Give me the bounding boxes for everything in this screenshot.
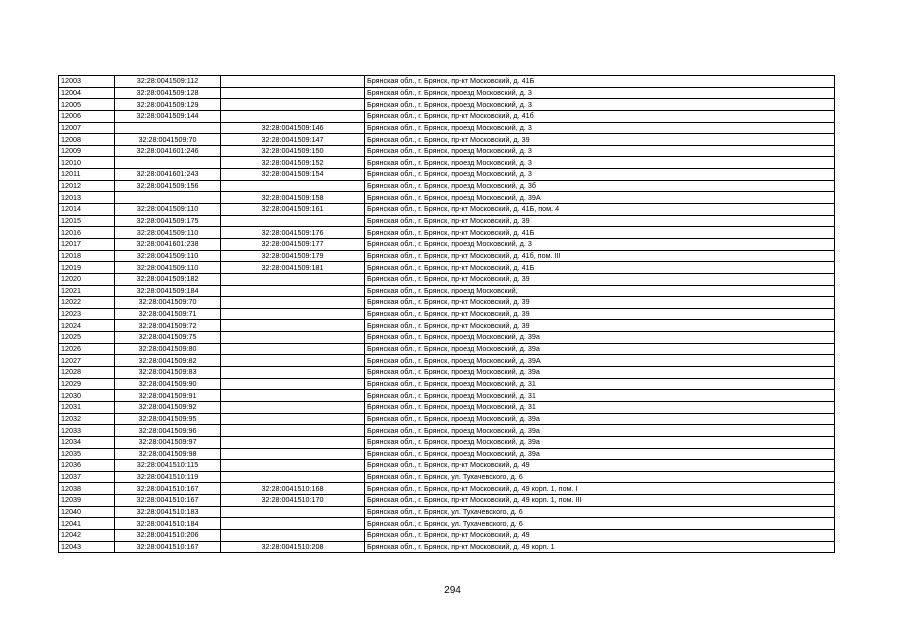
address-cell: Брянская обл., г. Брянск, проезд Московский, д. 39а — [365, 425, 835, 437]
table-row — [59, 495, 835, 507]
cadastral-number-cell: 32:28:0041601:246 — [115, 145, 221, 157]
cadastral-number-cell: 32:28:0041509:110 — [115, 250, 221, 262]
related-cadastral-number-cell: 32:28:0041510:208 — [221, 541, 365, 553]
record-number-cell: 12018 — [59, 250, 115, 262]
address-cell: Брянская обл., г. Брянск, проезд Московский, д. 39А — [365, 192, 835, 204]
address-cell: Брянская обл., г. Брянск, ул. Тухачевского, д. 6 — [365, 518, 835, 530]
address-cell: Брянская обл., г. Брянск, проезд Московский, д. 39а — [365, 436, 835, 448]
record-number-cell: 12019 — [59, 262, 115, 274]
related-cadastral-number-cell — [221, 320, 365, 332]
record-number-cell: 12012 — [59, 180, 115, 192]
cadastral-number-cell: 32:28:0041509:82 — [115, 355, 221, 367]
address-cell: Брянская обл., г. Брянск, проезд Московский, д. 3 — [365, 99, 835, 111]
record-number-cell: 12040 — [59, 506, 115, 518]
record-number-cell: 12017 — [59, 238, 115, 250]
related-cadastral-number-cell: 32:28:0041509:147 — [221, 134, 365, 146]
related-cadastral-number-cell — [221, 378, 365, 390]
related-cadastral-number-cell — [221, 215, 365, 227]
table-row — [59, 413, 835, 425]
related-cadastral-number-cell — [221, 413, 365, 425]
address-cell: Брянская обл., г. Брянск, проезд Московский, д. 31 — [365, 390, 835, 402]
cadastral-number-cell: 32:28:0041510:115 — [115, 460, 221, 472]
record-number-cell: 12035 — [59, 448, 115, 460]
table-row — [59, 110, 835, 122]
table-row — [59, 227, 835, 239]
related-cadastral-number-cell: 32:28:0041509:161 — [221, 204, 365, 216]
cadastral-number-cell: 32:28:0041509:98 — [115, 448, 221, 460]
record-number-cell: 12005 — [59, 99, 115, 111]
cadastral-number-cell: 32:28:0041509:96 — [115, 425, 221, 437]
address-cell: Брянская обл., г. Брянск, пр-кт Московский, д. 49 корп. 1 — [365, 541, 835, 553]
cadastral-number-cell: 32:28:0041509:90 — [115, 378, 221, 390]
related-cadastral-number-cell: 32:28:0041509:176 — [221, 227, 365, 239]
address-cell: Брянская обл., г. Брянск, пр-кт Московский, д. 41Б — [365, 76, 835, 88]
address-cell: Брянская обл., г. Брянск, проезд Московский, д. 3 — [365, 145, 835, 157]
address-cell: Брянская обл., г. Брянск, пр-кт Московский, д. 49 — [365, 460, 835, 472]
record-number-cell: 12013 — [59, 192, 115, 204]
record-number-cell: 12023 — [59, 308, 115, 320]
address-cell: Брянская обл., г. Брянск, проезд Московский, д. 3 — [365, 157, 835, 169]
cadastral-number-cell: 32:28:0041509:72 — [115, 320, 221, 332]
cadastral-number-cell: 32:28:0041509:144 — [115, 110, 221, 122]
cadastral-number-cell: 32:28:0041509:110 — [115, 227, 221, 239]
address-cell: Брянская обл., г. Брянск, пр-кт Московский, д. 39 — [365, 320, 835, 332]
address-cell: Брянская обл., г. Брянск, пр-кт Московский, д. 41б — [365, 110, 835, 122]
address-cell: Брянская обл., г. Брянск, проезд Московский, д. 3б — [365, 180, 835, 192]
table-row — [59, 145, 835, 157]
record-number-cell: 12024 — [59, 320, 115, 332]
cadastral-number-cell: 32:28:0041510:206 — [115, 529, 221, 541]
address-cell: Брянская обл., г. Брянск, пр-кт Московский, д. 49 корп. 1, пом. I — [365, 483, 835, 495]
record-number-cell: 12033 — [59, 425, 115, 437]
cadastral-number-cell: 32:28:0041510:167 — [115, 483, 221, 495]
address-cell: Брянская обл., г. Брянск, пр-кт Московский, д. 41Б — [365, 227, 835, 239]
related-cadastral-number-cell — [221, 355, 365, 367]
table-row — [59, 297, 835, 309]
related-cadastral-number-cell — [221, 425, 365, 437]
related-cadastral-number-cell — [221, 297, 365, 309]
table-row — [59, 483, 835, 495]
related-cadastral-number-cell — [221, 367, 365, 379]
address-cell: Брянская обл., г. Брянск, проезд Московский, д. 39а — [365, 343, 835, 355]
related-cadastral-number-cell — [221, 343, 365, 355]
address-cell: Брянская обл., г. Брянск, проезд Московский, д. 39а — [365, 448, 835, 460]
record-number-cell: 12021 — [59, 285, 115, 297]
table-row — [59, 367, 835, 379]
table-row — [59, 238, 835, 250]
record-number-cell: 12038 — [59, 483, 115, 495]
cadastral-number-cell: 32:28:0041509:110 — [115, 204, 221, 216]
related-cadastral-number-cell — [221, 390, 365, 402]
cadastral-number-cell: 32:28:0041510:119 — [115, 471, 221, 483]
related-cadastral-number-cell: 32:28:0041509:150 — [221, 145, 365, 157]
table-row — [59, 390, 835, 402]
address-cell: Брянская обл., г. Брянск, проезд Московский, д. 39а — [365, 367, 835, 379]
cadastral-number-cell: 32:28:0041509:128 — [115, 87, 221, 99]
table-row — [59, 122, 835, 134]
address-cell: Брянская обл., г. Брянск, проезд Московский, д. 3 — [365, 87, 835, 99]
cadastral-number-cell: 32:28:0041510:167 — [115, 495, 221, 507]
address-cell: Брянская обл., г. Брянск, пр-кт Московский, д. 41б, пом. III — [365, 250, 835, 262]
table-row — [59, 506, 835, 518]
registry-table — [58, 75, 835, 553]
table-row — [59, 529, 835, 541]
record-number-cell: 12039 — [59, 495, 115, 507]
table-row — [59, 332, 835, 344]
related-cadastral-number-cell: 32:28:0041509:158 — [221, 192, 365, 204]
cadastral-number-cell: 32:28:0041509:71 — [115, 308, 221, 320]
table-row — [59, 425, 835, 437]
address-cell: Брянская обл., г. Брянск, пр-кт Московский, д. 39 — [365, 273, 835, 285]
table-row — [59, 460, 835, 472]
address-cell: Брянская обл., г. Брянск, ул. Тухачевского, д. 6 — [365, 471, 835, 483]
related-cadastral-number-cell: 32:28:0041509:152 — [221, 157, 365, 169]
related-cadastral-number-cell — [221, 110, 365, 122]
related-cadastral-number-cell — [221, 99, 365, 111]
related-cadastral-number-cell: 32:28:0041509:146 — [221, 122, 365, 134]
cadastral-number-cell: 32:28:0041509:182 — [115, 273, 221, 285]
table-row — [59, 448, 835, 460]
table-row — [59, 436, 835, 448]
related-cadastral-number-cell: 32:28:0041510:168 — [221, 483, 365, 495]
related-cadastral-number-cell — [221, 180, 365, 192]
related-cadastral-number-cell — [221, 87, 365, 99]
cadastral-number-cell: 32:28:0041509:70 — [115, 134, 221, 146]
table-row — [59, 541, 835, 553]
record-number-cell: 12006 — [59, 110, 115, 122]
table-row — [59, 401, 835, 413]
address-cell: Брянская обл., г. Брянск, пр-кт Московский, д. 41Б, пом. 4 — [365, 204, 835, 216]
related-cadastral-number-cell: 32:28:0041509:179 — [221, 250, 365, 262]
record-number-cell: 12007 — [59, 122, 115, 134]
cadastral-number-cell — [115, 192, 221, 204]
cadastral-number-cell: 32:28:0041509:92 — [115, 401, 221, 413]
record-number-cell: 12036 — [59, 460, 115, 472]
table-row — [59, 87, 835, 99]
table-row — [59, 99, 835, 111]
cadastral-number-cell: 32:28:0041509:80 — [115, 343, 221, 355]
related-cadastral-number-cell — [221, 401, 365, 413]
related-cadastral-number-cell — [221, 308, 365, 320]
record-number-cell: 12009 — [59, 145, 115, 157]
related-cadastral-number-cell: 32:28:0041509:154 — [221, 169, 365, 181]
table-row — [59, 343, 835, 355]
related-cadastral-number-cell — [221, 436, 365, 448]
record-number-cell: 12003 — [59, 76, 115, 88]
related-cadastral-number-cell — [221, 506, 365, 518]
address-cell: Брянская обл., г. Брянск, проезд Московский, д. 31 — [365, 401, 835, 413]
record-number-cell: 12043 — [59, 541, 115, 553]
record-number-cell: 12010 — [59, 157, 115, 169]
address-cell: Брянская обл., г. Брянск, проезд Московский, д. 31 — [365, 378, 835, 390]
address-cell: Брянская обл., г. Брянск, проезд Московский, д. 3 — [365, 238, 835, 250]
record-number-cell: 12034 — [59, 436, 115, 448]
related-cadastral-number-cell: 32:28:0041509:181 — [221, 262, 365, 274]
record-number-cell: 12042 — [59, 529, 115, 541]
table-row — [59, 169, 835, 181]
address-cell: Брянская обл., г. Брянск, пр-кт Московский, д. 39 — [365, 215, 835, 227]
address-cell: Брянская обл., г. Брянск, проезд Московский, д. 3 — [365, 169, 835, 181]
cadastral-number-cell: 32:28:0041509:129 — [115, 99, 221, 111]
cadastral-number-cell — [115, 122, 221, 134]
record-number-cell: 12014 — [59, 204, 115, 216]
address-cell: Брянская обл., г. Брянск, проезд Московский, — [365, 285, 835, 297]
address-cell: Брянская обл., г. Брянск, проезд Московский, д. 39а — [365, 332, 835, 344]
record-number-cell: 12041 — [59, 518, 115, 530]
related-cadastral-number-cell — [221, 448, 365, 460]
cadastral-number-cell: 32:28:0041601:238 — [115, 238, 221, 250]
page-number: 294 — [444, 585, 461, 596]
cadastral-number-cell: 32:28:0041509:156 — [115, 180, 221, 192]
table-row — [59, 192, 835, 204]
table-row — [59, 518, 835, 530]
related-cadastral-number-cell — [221, 518, 365, 530]
related-cadastral-number-cell — [221, 273, 365, 285]
cadastral-number-cell — [115, 157, 221, 169]
cadastral-number-cell: 32:28:0041510:183 — [115, 506, 221, 518]
cadastral-number-cell: 32:28:0041601:243 — [115, 169, 221, 181]
related-cadastral-number-cell — [221, 529, 365, 541]
cadastral-number-cell: 32:28:0041509:83 — [115, 367, 221, 379]
related-cadastral-number-cell — [221, 332, 365, 344]
record-number-cell: 12026 — [59, 343, 115, 355]
cadastral-number-cell: 32:28:0041509:91 — [115, 390, 221, 402]
table-row — [59, 134, 835, 146]
cadastral-number-cell: 32:28:0041510:184 — [115, 518, 221, 530]
address-cell: Брянская обл., г. Брянск, проезд Московский, д. 39а — [365, 413, 835, 425]
table-row — [59, 76, 835, 88]
cadastral-number-cell: 32:28:0041509:97 — [115, 436, 221, 448]
table-row — [59, 320, 835, 332]
cadastral-number-cell: 32:28:0041509:175 — [115, 215, 221, 227]
address-cell: Брянская обл., г. Брянск, пр-кт Московский, д. 39 — [365, 308, 835, 320]
address-cell: Брянская обл., г. Брянск, проезд Московский, д. 39А — [365, 355, 835, 367]
record-number-cell: 12011 — [59, 169, 115, 181]
record-number-cell: 12031 — [59, 401, 115, 413]
related-cadastral-number-cell: 32:28:0041509:177 — [221, 238, 365, 250]
table-row — [59, 204, 835, 216]
record-number-cell: 12030 — [59, 390, 115, 402]
table-row — [59, 308, 835, 320]
record-number-cell: 12020 — [59, 273, 115, 285]
cadastral-number-cell: 32:28:0041509:75 — [115, 332, 221, 344]
table-row — [59, 273, 835, 285]
related-cadastral-number-cell — [221, 471, 365, 483]
table-row — [59, 355, 835, 367]
record-number-cell: 12032 — [59, 413, 115, 425]
related-cadastral-number-cell: 32:28:0041510:170 — [221, 495, 365, 507]
record-number-cell: 12016 — [59, 227, 115, 239]
address-cell: Брянская обл., г. Брянск, пр-кт Московский, д. 39 — [365, 134, 835, 146]
table-row — [59, 157, 835, 169]
table-row — [59, 471, 835, 483]
record-number-cell: 12037 — [59, 471, 115, 483]
record-number-cell: 12004 — [59, 87, 115, 99]
cadastral-number-cell: 32:28:0041510:167 — [115, 541, 221, 553]
cadastral-number-cell: 32:28:0041509:110 — [115, 262, 221, 274]
address-cell: Брянская обл., г. Брянск, пр-кт Московский, д. 49 корп. 1, пом. III — [365, 495, 835, 507]
record-number-cell: 12022 — [59, 297, 115, 309]
table-row — [59, 262, 835, 274]
registry-table-body — [59, 76, 835, 553]
cadastral-number-cell: 32:28:0041509:112 — [115, 76, 221, 88]
table-row — [59, 378, 835, 390]
record-number-cell: 12008 — [59, 134, 115, 146]
cadastral-number-cell: 32:28:0041509:95 — [115, 413, 221, 425]
address-cell: Брянская обл., г. Брянск, проезд Московский, д. 3 — [365, 122, 835, 134]
record-number-cell: 12029 — [59, 378, 115, 390]
address-cell: Брянская обл., г. Брянск, ул. Тухачевского, д. 6 — [365, 506, 835, 518]
address-cell: Брянская обл., г. Брянск, пр-кт Московский, д. 41Б — [365, 262, 835, 274]
table-row — [59, 285, 835, 297]
record-number-cell: 12015 — [59, 215, 115, 227]
record-number-cell: 12028 — [59, 367, 115, 379]
address-cell: Брянская обл., г. Брянск, пр-кт Московский, д. 49 — [365, 529, 835, 541]
record-number-cell: 12025 — [59, 332, 115, 344]
table-row — [59, 215, 835, 227]
address-cell: Брянская обл., г. Брянск, пр-кт Московский, д. 39 — [365, 297, 835, 309]
related-cadastral-number-cell — [221, 76, 365, 88]
table-row — [59, 180, 835, 192]
related-cadastral-number-cell — [221, 285, 365, 297]
related-cadastral-number-cell — [221, 460, 365, 472]
record-number-cell: 12027 — [59, 355, 115, 367]
cadastral-number-cell: 32:28:0041509:70 — [115, 297, 221, 309]
table-row — [59, 250, 835, 262]
cadastral-number-cell: 32:28:0041509:184 — [115, 285, 221, 297]
